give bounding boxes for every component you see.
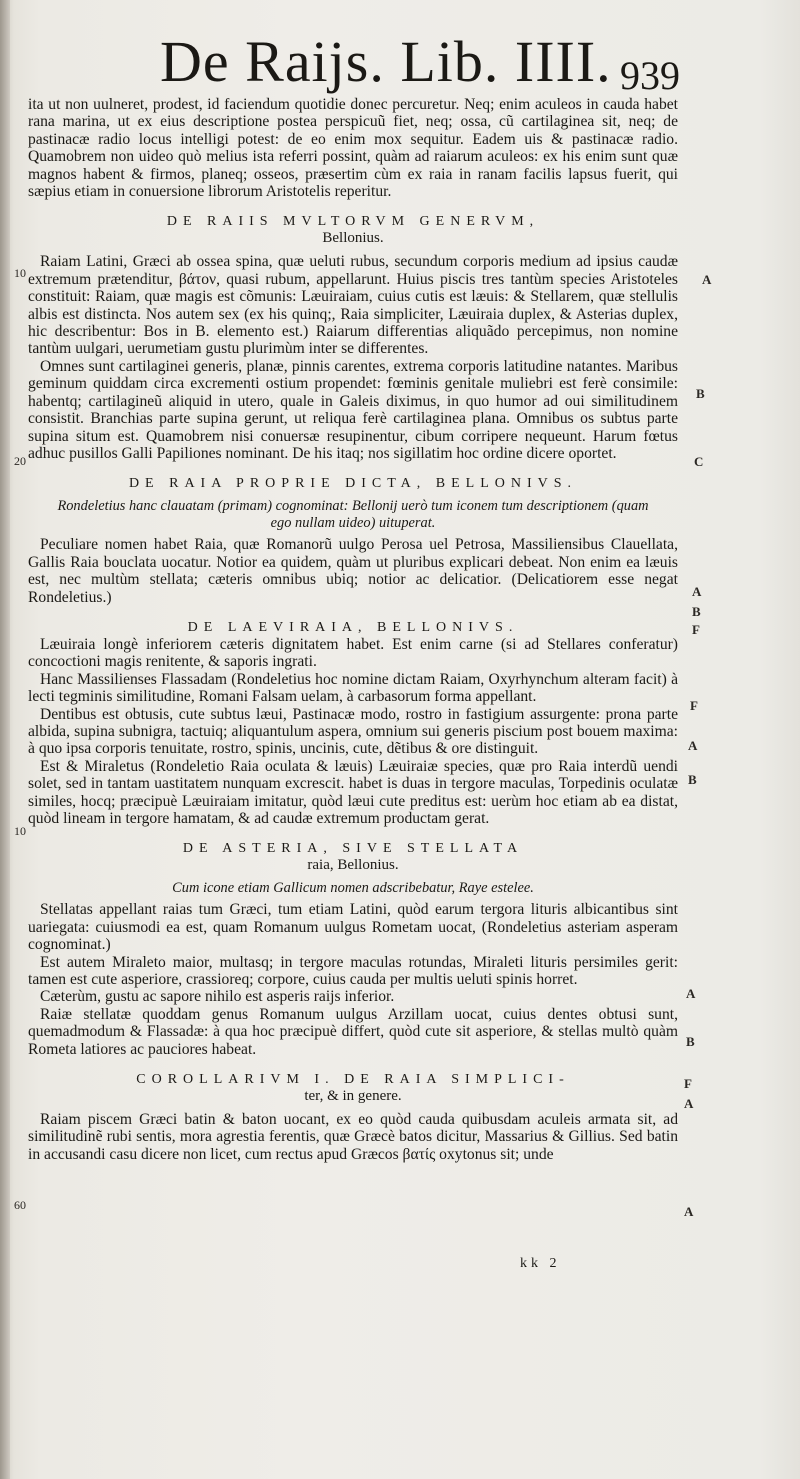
margin-letter: B [696, 386, 705, 401]
paragraph-8: Est & Miraletus (Rondeletio Raia oculata & læuis) Læuiraiæ species, quæ pro Raia interdũ uendi solet, sed in tantam uastitatem nunquam excrescit. habet is duas in tergore maculas, Torpedinis oculatæ similes, hocq; præcipuè Læuiraiam imitatur, quòd læui cute preditus est: uerùm hoc etiam ab ea distat, quòd lineam in tergore hamatam, & ad caudæ extremum productam gerat. [28, 757, 678, 827]
paragraph-2: Raiam Latini, Græci ab ossea spina, quæ ueluti rubus, secundum corporis medium ad ipsius caudæ extremum prætenditur, βάτον, quasi rubum, appellarunt. Huius piscis tres tantùm species Aristoteles constituit: Raiam, quæ magis est cõmunis: Læuiraiam, cuius cutis est læuis: & Stellarem, quæ stellulis albis est distincta. Nos autem sex (ex his quinq;, Raia simpliciter, Læuiraia duplex, & Asterias duplex, hic describentur: Bos in B. elemento est.) Raiarum differentias aliquãdo percepimus, non nomine tantùm uulgari, uerumetiam gustu plurimùm inter se differentes. [28, 253, 678, 358]
margin-letter: A [684, 1204, 694, 1219]
section-heading-4: DE ASTERIA, SIVE STELLATA [182, 841, 524, 857]
paragraph-7: Dentibus est obtusis, cute subtus læui, Pastinacæ modo, rostro in fastigium assurgente: prona parte albida, supina subnigra, tactuiq; aliquantulum aspera, omnium sui generis piscium post bouem maxima: à quo ipsa corporis tenuitate, rostro, spinis, uncinis, cute, dẽtibus & ore distinguit. [28, 705, 678, 758]
paragraph-1: ita ut non uulneret, prodest, id faciendum quotidie donec percuretur. Neq; enim aculeos in cauda habet rana marina, ut ex eius descriptione postea perspicuũ fiet, neq; ossa, cũ cartilaginea sit, neq; de pastinacæ radio locus intelligi potest: de eo enim mox sequitur. Eadem uis & pastinacæ radio. Quamobrem non uideo quò melius ista referri possint, quàm ad raiarum aculeos: ex his enim sunt quæ magnos habent & firmos, planeq; osseos, præsertim cùm ex raia in ranam facilis lapsus fuerit, qui sæpius etiam in conuersione librorum Aristotelis reperitur. [28, 96, 678, 201]
line-number: 10 [14, 266, 26, 280]
paragraph-11: Cæterùm, gustu ac sapore nihilo est asperis raijs inferior. [40, 988, 395, 1006]
section-heading-2: DE RAIA PROPRIE DICTA, BELLONIVS. [128, 476, 578, 492]
signature-mark: kk 2 [520, 1256, 561, 1271]
margin-letter: A [684, 1096, 694, 1111]
running-header [40, 28, 700, 98]
line-number: 10 [14, 824, 26, 838]
margin-letter: A [692, 584, 702, 599]
section-heading-5: COROLLARIVM I. DE RAIA SIMPLICI- [136, 1072, 570, 1088]
line-number: 60 [14, 1198, 26, 1212]
paragraph-4: Peculiare nomen habet Raia, quæ Romanorũ uulgo Perosa uel Petrosa, Massiliensibus Clauellata, Gallis Raia bouclata uocatur. Notior ea quidem, quàm ut pluribus explicari debeat. Non enim ea læuis est, nec multùm stellata; cæteris omnibus ubiq; notior ac delicatior. (Delicatiorem esse negat Rondeletius.) [28, 536, 678, 606]
margin-letter: A [686, 986, 696, 1001]
margin-letter: C [694, 454, 704, 469]
margin-letter: F [690, 698, 698, 713]
italic-note-4: Cum icone etiam Gallicum nomen adscribebatur, Raye estelee. [172, 880, 534, 897]
paragraph-6: Hanc Massilienses Flassadam (Rondeletius hoc nomine dictam Raiam, Oxyrhynchum alteram facit) à lecti tegminis similitudine, Romani Falsam uelam, à carbasorum forma appellant. [28, 670, 678, 706]
section-heading-1: DE RAIIS MVLTORVM GENERVM, [166, 214, 540, 230]
margin-letter: F [692, 622, 700, 637]
paragraph-3: Omnes sunt cartilaginei generis, planæ, pinnis carentes, extrema corporis latitudine natantes. Maribus geminum quiddam circa excrementi ostium propendet: fœminis genitale muliebri est ferè consimile: habentq; cartilagineũ aliquid in utero, quale in Galeis diximus, in quo humor ad oui similitudinem consistit. Branchias parte supina gerunt, ut reliqua ferè cartilaginea plana. Omnibus os subtus parte supina situm est. Quamobrem nisi conuersæ resupinentur, cibum corripere nequeunt. Harum fœtus adhuc pusillos Galli Papiliones nominant. De his itaq; nos sigillatim hoc ordine dicere oportet. [28, 357, 678, 462]
margin-letter: A [688, 738, 698, 753]
paragraph-9: Stellatas appellant raias tum Græci, tum etiam Latini, quòd earum tergora lituris albicantibus sint uariegata: cuiusmodi ea est, quam Romanum uulgus Rometam uocat, (Rondeletius asteriam asperam cognominat.) [28, 901, 678, 954]
line-number: 20 [14, 454, 26, 468]
paragraph-5: Læuiraia longè inferiorem cæteris dignitatem habet. Est enim carne (si ad Stellares conferatur) concoctioni magis renitente, & saporis ingrati. [28, 635, 678, 671]
margin-letter: F [684, 1076, 692, 1091]
paragraph-12: Raiæ stellatæ quoddam genus Romanum uulgus Arzillam uocat, cuius dentes obtusi sunt, quemadmodum & Flassadæ: à qua hoc præcipuè differt, quòd cute sit asperiore, & stellas multò quàm Rometa latiores ac pauciores habeat. [28, 1005, 678, 1058]
margin-letter: B [686, 1034, 695, 1049]
italic-note-2: Rondeletius hanc clauatam (primam) cognominat: Bellonij uerò tum iconem tum descriptionem (quam ego nullam uideo) uituperat. [57, 498, 649, 532]
margin-letter: B [688, 772, 697, 787]
section-heading-3: DE LAEVIRAIA, BELLONIVS. [187, 619, 519, 635]
page-number: 939 [620, 53, 680, 98]
binding-gutter [0, 0, 10, 1479]
section-heading-5-sub: ter, & in genere. [304, 1088, 402, 1105]
paragraph-10: Est autem Miraleto maior, multasq; in tergore maculas rotundas, Miraleti lituris persimiles gerit: tamen est cute asperiore, crassioreq; corpore, cuius cauda per multis ueluti spinis horret. [28, 953, 678, 989]
section-heading-4-sub: raia, Bellonius. [307, 857, 399, 874]
main-text-column [28, 96, 678, 1163]
running-title: De Raijs. Lib. IIII. [160, 29, 612, 94]
section-heading-1-sub: Bellonius. [322, 230, 384, 247]
margin-letter: B [692, 604, 701, 619]
paragraph-13: Raiam piscem Græci batin & baton uocant, ex eo quòd cauda quibusdam aculeis armata sit, ad similitudinẽ rubi sentis, mora agrestia ferentis, quæ Græcè batos dicitur, Massarius & Gillius. Sed batin in accusandi casu dicere non licet, cum rectus apud Græcos βατίς oxytonus sit; unde [28, 1111, 678, 1163]
margin-letter: A [702, 272, 712, 287]
